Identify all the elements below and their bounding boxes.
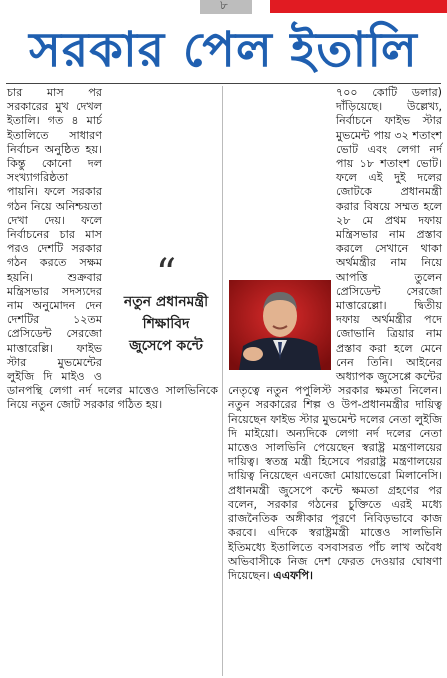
quote-mark-icon: “ — [155, 251, 177, 297]
quote-line-2: শিক্ষাবিদ — [142, 316, 190, 332]
page-number: ৮ — [220, 0, 228, 12]
left-paragraph-1: চার মাস পর সরকারের মুখ দেখল ইতালি। গত ৪ মার্চ ইতালিতে সাধারণ নির্বাচন অনুষ্ঠিত হয়। কিন্তু কোনো দল সংখ্যাগরিষ্ঠতা পায়নি। ফলে সরকার গঠন নিয়ে অনিশ্চয়তা দেখা দেয়। ফলে নির্বাচনের চার মাস পরও দেশটি সরকার গঠন করতে সক্ষম হয়নি। শুক্রবার মন্ত্রিসভার সদস্যদের নাম অনুমোদন দেন দেশটির ১২তম প্রেসিডেন্ট সেরজো মাত্তারেল্লি। ফাইভ স্টার মুভমেন্টের লুইজি দি মাইও ও ডানপন্থি লেগা নর্দ দলের মাত্তেও সালভিনিকে নিয়ে নতুন জোট সরকার গঠিত হয়। — [7, 86, 218, 412]
headline: সরকার পেল ইতালি — [29, 22, 418, 78]
right-paragraph-text: ৭০০ কোটি ডলার) দাঁড়িয়েছে। উল্লেখ্য, নির্বাচনে ফাইভ স্টার মুভমেন্ট পায় ৩২ শতাংশ ভোট এবং লেগা নর্দ পায় ১৮ শতাংশ ভোট। ফলে এই দুই দলের জোটকে প্রধানমন্ত্রী করার বিষয়ে সম্মত হলে ২৮ মে প্রথম দফায় মন্ত্রিসভার নাম প্রস্তাব করলে সেখানে থাকা অর্থমন্ত্রীর নাম নিয়ে আপত্তি তুলেন প্রেসিডেন্ট সেরজো মাত্তারেল্লো। দ্বিতীয় দফায় অর্থমন্ত্রীর পদে জোভানি ত্রিয়ার নাম প্রস্তাব করা হলে মেনে নেন তিনি। আইনের অধ্যাপক জুসেপ্পে কন্টের নেতৃত্বে নতুন পপুলিস্ট সরকার ক্ষমতা নিলেন। নতুন সরকারের শিল্প ও উপ-প্রধানমন্ত্রীর দায়িত্ব নিয়েছেন ফাইভ স্টার মুভমেন্ট দলের নেতা লুইজি দি মাইয়ো। অন্যদিকে লেগা নর্দ দলের নেতা মাত্তেও সালভিনি পেয়েছেন স্বরাষ্ট্র মন্ত্রণালয়ের দায়িত্ব। স্বতন্ত্র মন্ত্রী হিসেবে পররাষ্ট্র মন্ত্রণালয়ের দায়িত্ব নিয়েছেন এনজো মোয়াভেরো মিলানেসি। প্রধানমন্ত্রী জুসেপে কন্টে ক্ষমতা গ্রহণের পর বলেন, সরকার গঠনের চুক্তিতে এরই মধ্যে রাজনৈতিক অঙ্গীকার পূরণে নিবিড়ভাবে কাজ করবে। এদিকে স্বরাষ্ট্রমন্ত্রী মাত্তেও সালভিনি ইতিমধ্যে ইতালিতে বসবাসরত পাঁচ লাখ অবৈধ অভিবাসীকে নিজ দেশ ফেরত দেওয়ার ঘোষণা দিয়েছেন। — [228, 86, 442, 582]
page-top-bar — [0, 0, 447, 14]
prime-minister-photo — [229, 280, 331, 370]
headline-rule — [6, 83, 441, 84]
byline: এএফপি। — [273, 568, 313, 582]
pull-quote — [110, 251, 222, 377]
column-divider — [222, 86, 223, 676]
quote-line-1: নতুন প্রধানমন্ত্রী — [123, 294, 209, 310]
page-number-tab — [200, 0, 252, 14]
quote-line-3: জুসেপে কন্টে — [129, 338, 203, 354]
accent-bar — [270, 0, 447, 13]
portrait-image-icon — [229, 280, 331, 370]
